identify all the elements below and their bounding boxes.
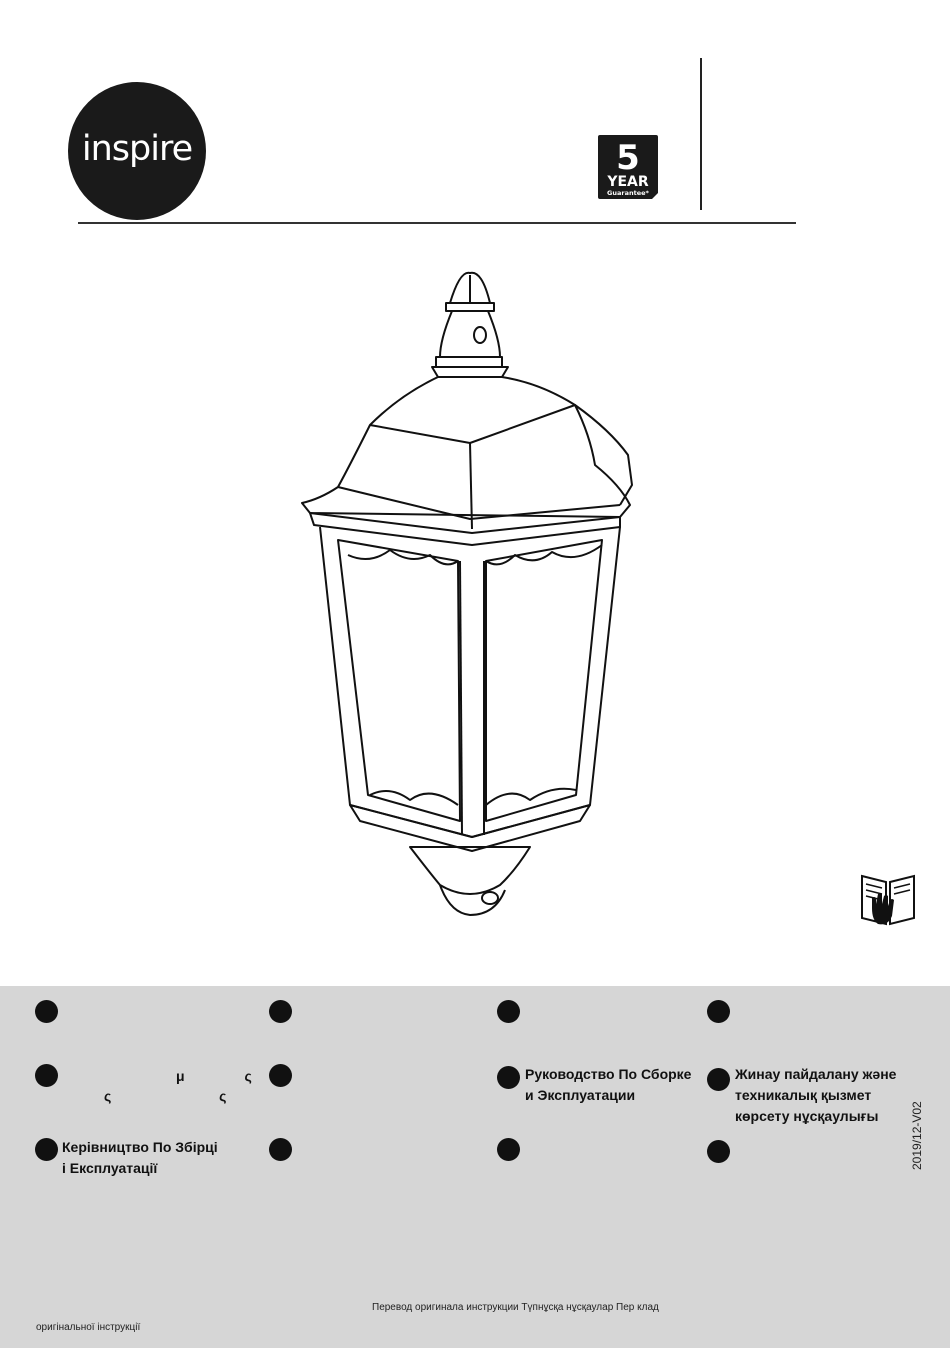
guarantee-unit: YEAR <box>607 174 649 190</box>
guarantee-label: Guarantee* <box>607 189 649 197</box>
footer-translation-note: Перевод оригинала инструкции Түпнұсқа нұсқаулар Пер клад <box>372 1302 659 1313</box>
header-divider-vertical <box>700 58 702 210</box>
document-version: 2019/12-V02 <box>910 1101 924 1170</box>
russian-title-line1: Руководство По Сборке <box>525 1066 692 1082</box>
brand-logo-text: inspire <box>81 129 193 169</box>
russian-title <box>525 1064 691 1106</box>
ukrainian-title-line1: Керівництво По Збірці <box>62 1139 218 1155</box>
lang-bullet <box>269 1138 292 1161</box>
lang-bullet <box>269 1000 292 1023</box>
lang-bullet <box>497 1066 520 1089</box>
lang-bullet <box>497 1000 520 1023</box>
lang-bullet <box>35 1000 58 1023</box>
kazakh-title-line3: көрсету нұсқаулығы <box>735 1108 879 1124</box>
lantern-illustration <box>290 265 650 925</box>
russian-title-line2: и Эксплуатации <box>525 1087 636 1103</box>
lang-bullet <box>497 1138 520 1161</box>
greek-fragment-line1: μ ς <box>176 1068 252 1084</box>
header-divider-horizontal <box>78 222 796 224</box>
lang-bullet <box>269 1064 292 1087</box>
ukrainian-title <box>62 1137 218 1179</box>
kazakh-title-line2: техникалық қызмет <box>735 1087 872 1103</box>
lang-bullet <box>35 1138 58 1161</box>
kazakh-title <box>735 1064 896 1127</box>
kazakh-title-line1: Жинау пайдалану және <box>735 1066 897 1082</box>
brand-logo <box>68 82 206 220</box>
lang-bullet <box>35 1064 58 1087</box>
lang-bullet <box>707 1000 730 1023</box>
guarantee-badge-icon <box>596 133 660 201</box>
lang-bullet <box>707 1068 730 1091</box>
guarantee-number: 5 <box>616 138 640 178</box>
lang-bullet <box>707 1140 730 1163</box>
ukrainian-title-line2: і Експлуатації <box>62 1160 158 1176</box>
footer-translation-note-cont: оригінальної інструкції <box>36 1322 141 1333</box>
greek-fragment-line2: ς ς <box>104 1088 227 1104</box>
read-manual-icon <box>858 868 918 930</box>
